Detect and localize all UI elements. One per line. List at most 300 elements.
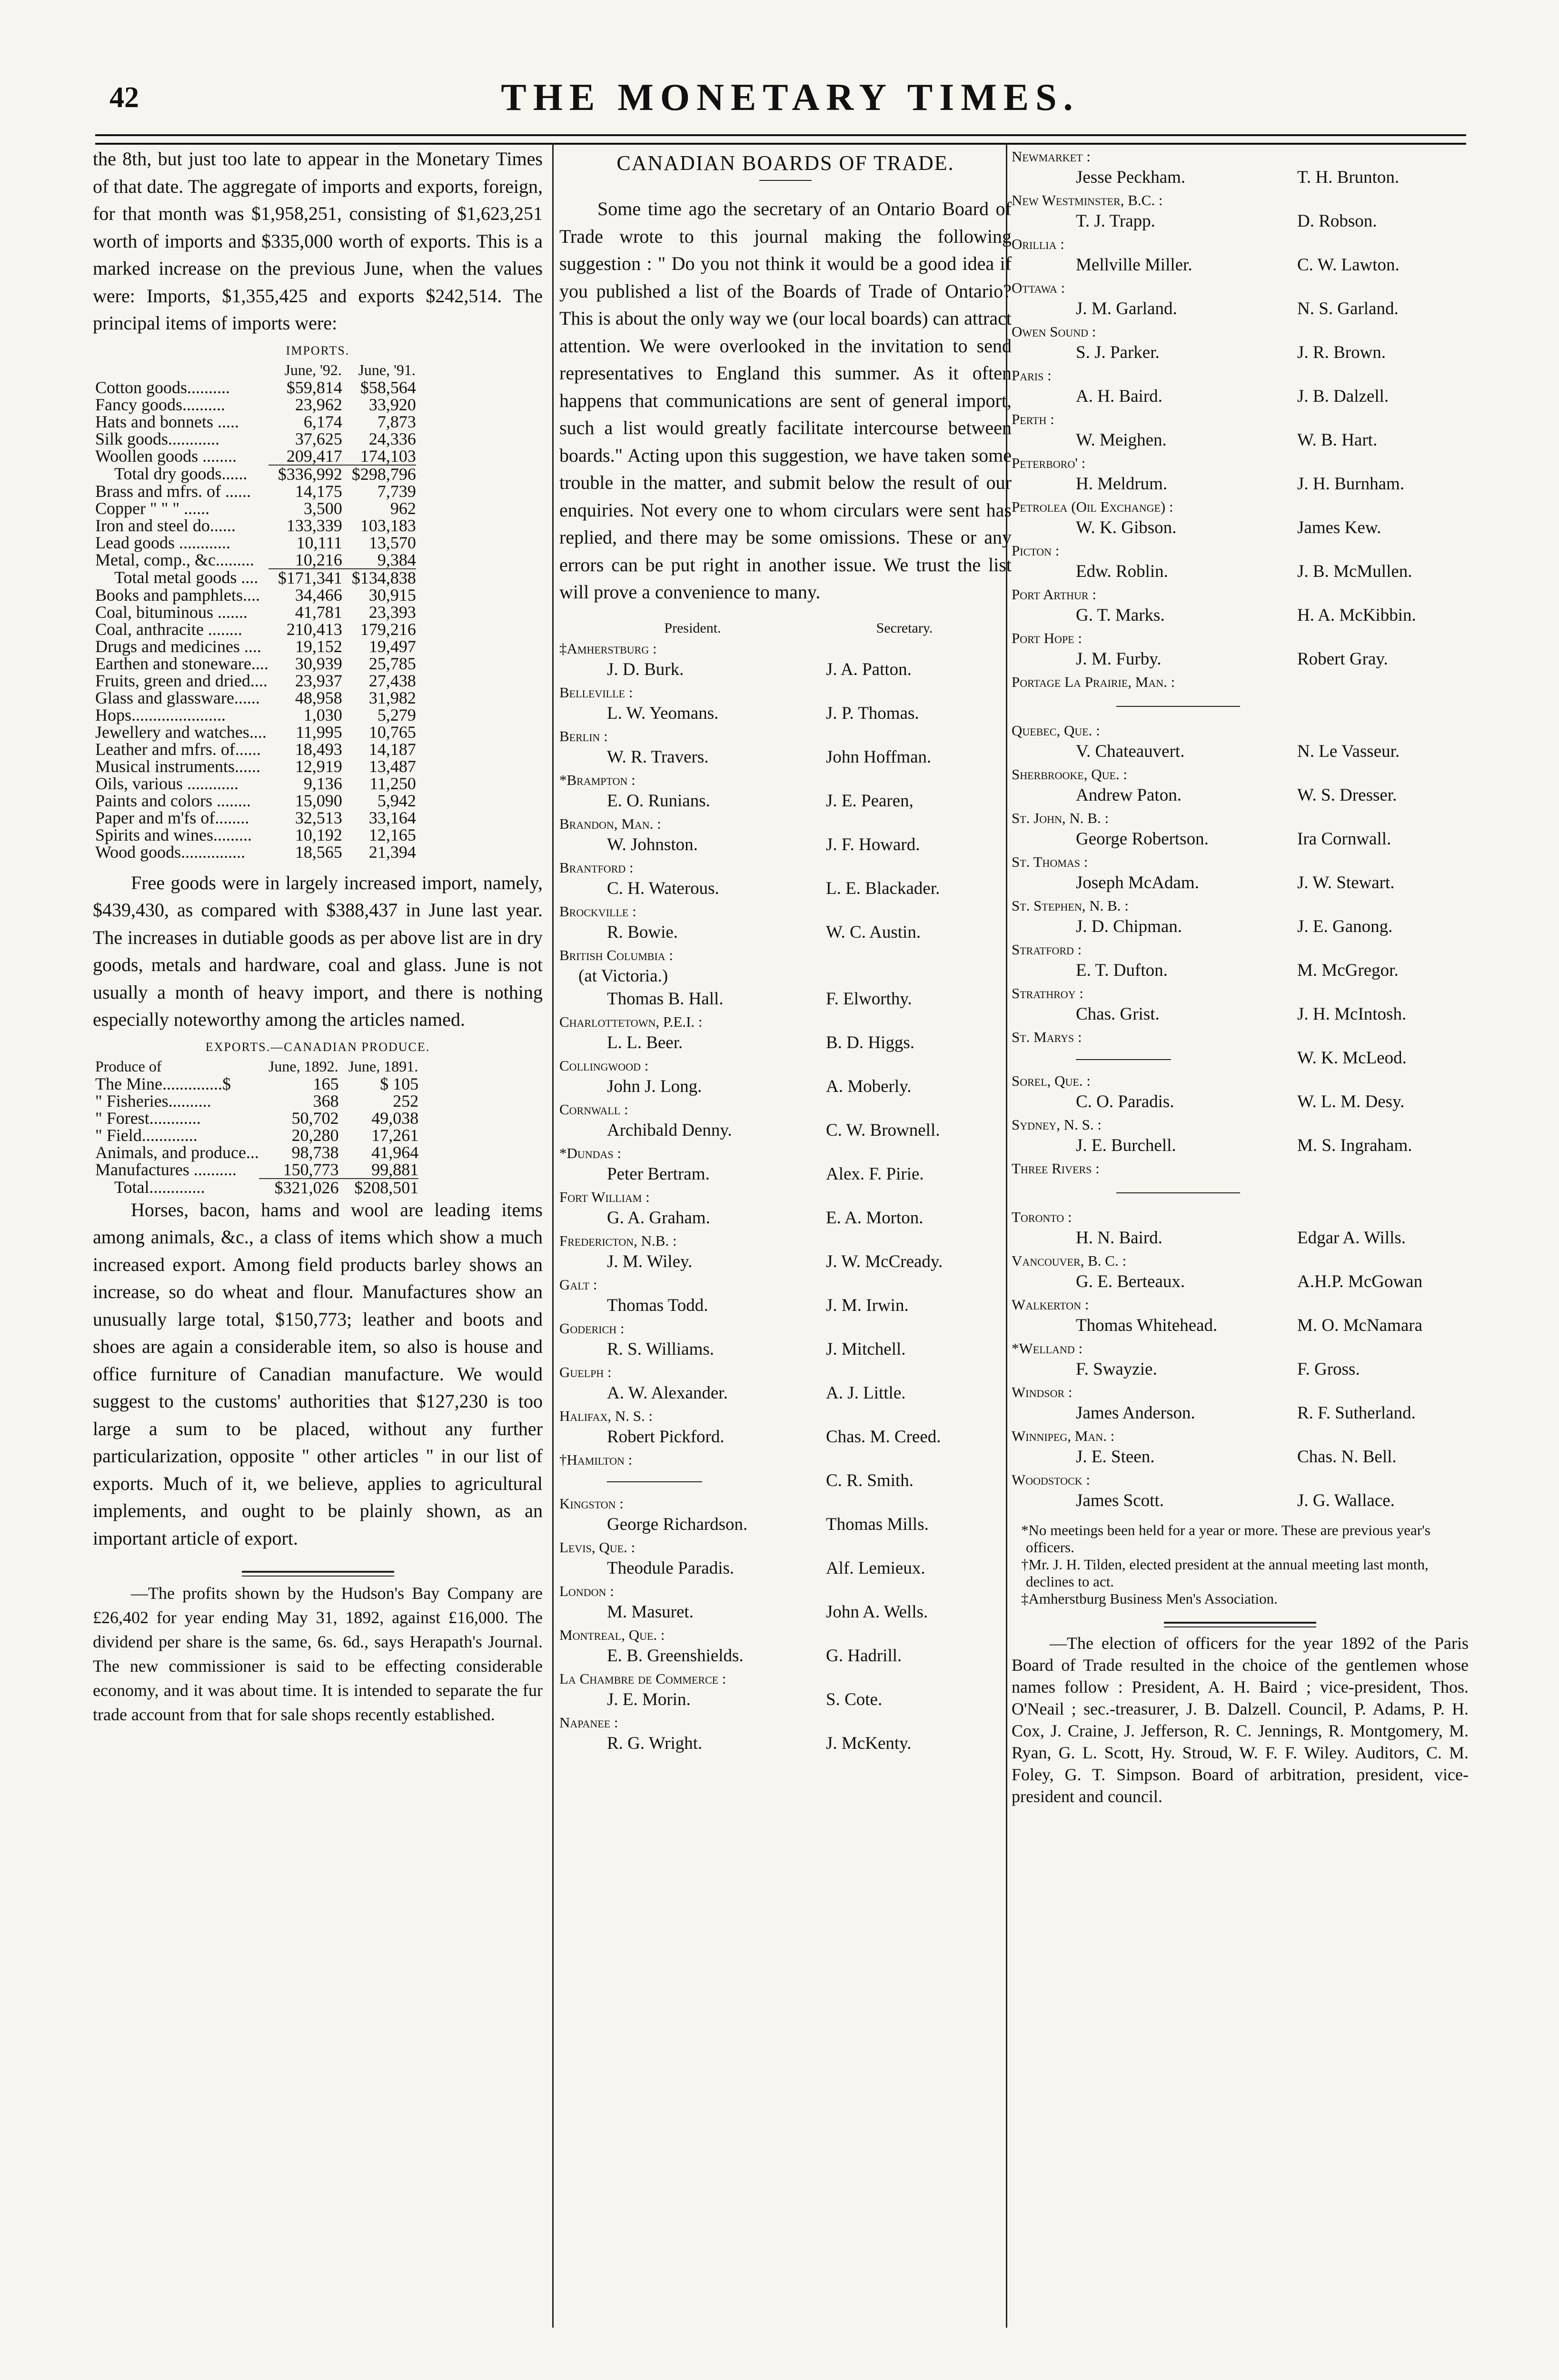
board-officers bbox=[559, 1119, 1012, 1142]
table-row bbox=[95, 689, 416, 706]
row-value: 37,625 bbox=[295, 429, 342, 448]
board-officers bbox=[559, 658, 1012, 681]
table-row bbox=[95, 1144, 418, 1161]
row-label: Paints and colors ........ bbox=[95, 791, 251, 810]
board-officers bbox=[1012, 959, 1469, 982]
board-president: L. L. Beer. bbox=[607, 1032, 683, 1052]
imports-intro-paragraph: the 8th, but just too late to appear in the Monetary Times of that date. The aggregate of imports and exports, foreign, for that month was $1,958,251, consisting of $1,623,251 worth of imports and $335,000 worth of exports. This is a marked increase on the previous June, when the values were: Imports, $1,355,425 and exports $242,514. The principal items of imports were: bbox=[93, 148, 543, 334]
board-town: Three Rivers : bbox=[1012, 1160, 1100, 1177]
row-value: 25,785 bbox=[368, 654, 416, 673]
board-town: British Columbia : bbox=[559, 946, 674, 963]
board-town: Collingwood : bbox=[559, 1057, 649, 1074]
board-secretary: F. Gross. bbox=[1297, 1359, 1360, 1379]
board-officers bbox=[1012, 210, 1469, 233]
row-label: " Fisheries.......... bbox=[95, 1091, 211, 1111]
exports-table-title: EXPORTS.—CANADIAN PRODUCE. bbox=[205, 1040, 430, 1054]
publication-title: THE MONETARY TIMES. bbox=[501, 77, 1080, 119]
president-heading: President. bbox=[664, 620, 721, 636]
row-value: 210,413 bbox=[286, 619, 342, 639]
row-label: Silk goods............ bbox=[95, 429, 220, 448]
table-row bbox=[95, 792, 416, 809]
row-value: 5,279 bbox=[377, 705, 416, 724]
board-secretary: Alf. Lemieux. bbox=[826, 1558, 925, 1578]
total-label: Total metal goods .... bbox=[114, 568, 258, 587]
board-officers bbox=[1012, 560, 1469, 583]
board-president: Thomas Whitehead. bbox=[1076, 1316, 1218, 1335]
table-row bbox=[95, 826, 416, 843]
board-officers bbox=[1012, 648, 1469, 671]
board-town: St. Thomas : bbox=[1012, 853, 1088, 870]
footnote: ‡Amherstburg Business Men's Association. bbox=[1021, 1590, 1278, 1607]
board-secretary: W. K. McLeod. bbox=[1297, 1048, 1407, 1068]
table-row bbox=[95, 843, 416, 861]
row-value: 33,920 bbox=[368, 395, 416, 414]
row-value: 10,111 bbox=[296, 533, 342, 552]
free-goods-paragraph: Free goods were in largely increased import, namely, $439,430, as compared with $388,437 in June last year. The increases in dutiable goods as per above list are in dry goods, metals and hardware, coal and glass. June is not usually a month of heavy import, and there is nothing especially noteworthy among the articles named. bbox=[93, 872, 543, 1030]
row-value: 179,216 bbox=[360, 619, 416, 639]
board-officers bbox=[1012, 872, 1469, 894]
board-secretary: J. H. McIntosh. bbox=[1297, 1004, 1407, 1024]
board-president: F. Swayzie. bbox=[1076, 1359, 1157, 1379]
board-town: Winnipeg, Man. : bbox=[1012, 1428, 1115, 1444]
board-secretary: M. McGregor. bbox=[1297, 961, 1399, 980]
row-value: 32,513 bbox=[295, 808, 342, 827]
total-value: $298,796 bbox=[342, 465, 416, 483]
board-president: Joseph McAdam. bbox=[1076, 873, 1199, 892]
row-value: 14,175 bbox=[295, 481, 342, 501]
board-president: George Robertson. bbox=[1076, 829, 1209, 849]
board-president: Mellville Miller. bbox=[1076, 255, 1192, 275]
table-row bbox=[95, 586, 416, 604]
table-row bbox=[95, 604, 416, 621]
board-secretary: Chas. M. Creed. bbox=[826, 1427, 941, 1447]
board-town: Levis, Que. : bbox=[559, 1538, 636, 1556]
board-secretary: J. E. Pearen, bbox=[826, 791, 914, 811]
board-town: Toronto : bbox=[1012, 1209, 1072, 1225]
row-value: 5,942 bbox=[377, 791, 416, 810]
board-officers bbox=[559, 1688, 1012, 1711]
board-president: S. J. Parker. bbox=[1076, 343, 1160, 362]
board-town: Brantford : bbox=[559, 859, 634, 876]
board-secretary: J. B. McMullen. bbox=[1297, 562, 1412, 581]
table-row bbox=[95, 1092, 418, 1110]
board-officers bbox=[1012, 828, 1469, 851]
row-value: 50,702 bbox=[291, 1108, 339, 1128]
table-row bbox=[95, 379, 416, 396]
board-president: E. B. Greenshields. bbox=[607, 1646, 744, 1666]
exports-col-june1892: June, 1892. bbox=[268, 1057, 338, 1075]
row-value: 7,873 bbox=[377, 412, 416, 431]
board-secretary: W. S. Dresser. bbox=[1297, 785, 1397, 805]
board-town: Kingston : bbox=[559, 1495, 624, 1512]
board-town: *Welland : bbox=[1012, 1340, 1083, 1357]
board-president: Theodule Paradis. bbox=[607, 1558, 735, 1578]
board-officers bbox=[559, 790, 1012, 813]
board-town: Goderich : bbox=[559, 1319, 625, 1337]
header-rule bbox=[95, 134, 1466, 145]
table-row bbox=[95, 724, 416, 741]
section-ornament-rule bbox=[242, 1571, 394, 1577]
total-row bbox=[95, 465, 416, 483]
row-value: $58,564 bbox=[360, 377, 416, 397]
row-label: Hops...................... bbox=[95, 705, 226, 724]
board-secretary: A.H.P. McGowan bbox=[1297, 1272, 1423, 1291]
vacant-dash bbox=[1076, 1059, 1171, 1060]
row-value: 41,781 bbox=[295, 602, 342, 622]
row-label: Cotton goods.......... bbox=[95, 377, 230, 397]
board-officers bbox=[1012, 1314, 1469, 1337]
table-row bbox=[95, 621, 416, 638]
board-president: H. N. Baird. bbox=[1076, 1228, 1162, 1248]
row-label: Wood goods............... bbox=[95, 842, 246, 862]
board-president: A. H. Baird. bbox=[1076, 387, 1162, 406]
board-secretary: J. W. McCready. bbox=[826, 1251, 943, 1271]
boards-intro-paragraph: Some time ago the secretary of an Ontario Board of Trade wrote to this journal making the following suggestion : " Do you not think it would be a good idea if you published a list of the Boards of Trade of Ontario? This is about the only way we (our local boards) can attract attention. We were overlooked in the invitation to send representatives to England this summer. As it often happens that communications are sent of general import, such a list would greatly facilitate intercourse between boards." Acting upon this suggestion, we have taken some trouble in the matter, and submit below the result of our enquiries. Not every one to whom circulars were sent has replied, and there may be some omissions. These or any errors can be put right in another issue. We trust the list will prove a convenience to many. bbox=[559, 198, 1012, 603]
board-secretary: N. Le Vasseur. bbox=[1297, 742, 1400, 761]
row-label: Spirits and wines......... bbox=[95, 825, 252, 844]
board-president: John J. Long. bbox=[607, 1076, 702, 1096]
imports-table bbox=[95, 361, 416, 861]
board-president: Edw. Roblin. bbox=[1076, 562, 1168, 581]
row-value: 34,466 bbox=[295, 585, 342, 605]
board-town: Peterboro' : bbox=[1012, 455, 1086, 471]
board-secretary: M. S. Ingraham. bbox=[1297, 1136, 1412, 1155]
board-officers bbox=[1012, 1446, 1469, 1468]
board-secretary: S. Cote. bbox=[826, 1689, 883, 1709]
board-secretary: J. R. Brown. bbox=[1297, 343, 1386, 362]
board-officers bbox=[1012, 429, 1469, 452]
group-rule-1 bbox=[1116, 706, 1240, 707]
exports-table bbox=[95, 1057, 418, 1196]
board-officers bbox=[1012, 254, 1469, 277]
board-secretary: C. R. Smith. bbox=[826, 1470, 914, 1490]
board-president: C. H. Waterous. bbox=[607, 878, 719, 898]
board-town: Charlottetown, P.E.I. : bbox=[559, 1013, 703, 1030]
board-town: Belleville : bbox=[559, 684, 633, 701]
board-officers bbox=[1012, 1227, 1469, 1250]
board-officers bbox=[1012, 473, 1469, 496]
board-president: J. D. Burk. bbox=[607, 659, 684, 679]
board-secretary: Alex. F. Pirie. bbox=[826, 1164, 924, 1184]
exports-col-june1891: June, 1891. bbox=[348, 1057, 418, 1075]
board-secretary: Edgar A. Wills. bbox=[1297, 1228, 1406, 1248]
board-town: Stratford : bbox=[1012, 941, 1082, 958]
row-label: Coal, bituminous ....... bbox=[95, 602, 248, 622]
row-label: Fruits, green and dried.... bbox=[95, 671, 268, 690]
row-value: 18,565 bbox=[295, 842, 342, 862]
page-number: 42 bbox=[109, 81, 139, 114]
board-officers bbox=[559, 877, 1012, 900]
row-value: 33,164 bbox=[368, 808, 416, 827]
row-label: Animals, and produce... bbox=[95, 1142, 259, 1162]
board-town: Port Hope : bbox=[1012, 630, 1082, 646]
board-secretary: W. L. M. Desy. bbox=[1297, 1092, 1405, 1111]
board-town: Strathroy : bbox=[1012, 985, 1083, 1002]
board-officers bbox=[1012, 740, 1469, 763]
row-value: 99,881 bbox=[371, 1160, 419, 1179]
row-label: Earthen and stoneware.... bbox=[95, 654, 268, 673]
row-value: 15,090 bbox=[295, 791, 342, 810]
table-row bbox=[95, 775, 416, 792]
board-officers bbox=[1012, 604, 1469, 627]
hudsons-bay-paragraph: —The profits shown by the Hudson's Bay Company are £26,402 for year ending May 31, 1892, against £16,000. The dividend per share is the same, 6s. 6d., says Herapath's Journal. The new commissioner is said to be effecting considerable economy, and it was about time. It is intended to separate the fur trade account from that for sale shops recently established. bbox=[93, 1584, 543, 1724]
row-value: 12,919 bbox=[295, 756, 342, 776]
row-label: Coal, anthracite ........ bbox=[95, 619, 242, 639]
board-president: Chas. Grist. bbox=[1076, 1004, 1160, 1024]
board-president: G. E. Berteaux. bbox=[1076, 1272, 1185, 1291]
total-label: Total............. bbox=[114, 1178, 205, 1197]
board-town: Guelph : bbox=[559, 1363, 612, 1380]
exports-col-produce: Produce of bbox=[95, 1057, 162, 1075]
board-town: Sydney, N. S. : bbox=[1012, 1116, 1102, 1133]
board-president: W. Johnston. bbox=[607, 834, 698, 854]
row-value: 252 bbox=[393, 1091, 419, 1111]
board-town: Newmarket : bbox=[1012, 148, 1091, 165]
row-value: 9,384 bbox=[377, 550, 416, 569]
board-president bbox=[559, 1469, 826, 1492]
board-town: Napanee : bbox=[559, 1714, 618, 1731]
board-secretary: Chas. N. Bell. bbox=[1297, 1447, 1397, 1467]
total-value: $171,341 bbox=[268, 569, 342, 586]
table-row bbox=[95, 706, 416, 724]
board-president: E. T. Dufton. bbox=[1076, 961, 1168, 980]
total-value: $134,838 bbox=[342, 569, 416, 586]
board-town: Petrolea (Oil Exchange) : bbox=[1012, 498, 1173, 515]
board-secretary: G. Hadrill. bbox=[826, 1646, 902, 1666]
board-town: London : bbox=[559, 1582, 614, 1599]
board-officers bbox=[1012, 1270, 1469, 1293]
board-president: Thomas B. Hall. bbox=[607, 989, 724, 1009]
board-secretary: James Kew. bbox=[1297, 518, 1381, 537]
row-label: Woollen goods ........ bbox=[95, 446, 237, 466]
board-secretary: F. Elworthy. bbox=[826, 989, 912, 1009]
board-officers bbox=[1012, 385, 1469, 408]
board-officers bbox=[559, 1075, 1012, 1098]
board-officers bbox=[559, 833, 1012, 856]
row-value: 41,964 bbox=[371, 1142, 419, 1162]
board-officers bbox=[559, 746, 1012, 769]
row-value: 11,250 bbox=[369, 774, 416, 793]
board-town: Owen Sound : bbox=[1012, 323, 1096, 340]
board-secretary: J. M. Irwin. bbox=[826, 1295, 909, 1315]
exports-commentary-paragraph: Horses, bacon, hams and wool are leading items among animals, &c., a class of items which show a much increased export. Among field products barley shows an increase, so do wheat and flour. Manufactures show an unusually large total, $150,773; leather and boots and shoes are again a considerable item, so also is house and office furniture of Canadian manufacture. We would suggest to the customs' authorities that $127,230 is too large a sum to be placed, without any further particularization, opposite " other articles " in our list of exports. Much of it, we believe, applies to agricultural implements, and ought to be plainly shown, as an important article of export. bbox=[93, 1199, 543, 1549]
row-value: 10,192 bbox=[295, 825, 342, 844]
imports-col-june91: June, '91. bbox=[358, 361, 416, 378]
board-secretary: Ira Cornwall. bbox=[1297, 829, 1391, 849]
table-row bbox=[95, 551, 416, 569]
boards-column-headings bbox=[559, 620, 1012, 636]
vacant-dash bbox=[607, 1481, 702, 1482]
board-officers bbox=[1012, 1358, 1469, 1381]
footnote: †Mr. J. H. Tilden, elected president at the annual meeting last month, declines to act. bbox=[1021, 1556, 1429, 1590]
board-president: V. Chateauvert. bbox=[1076, 742, 1185, 761]
board-secretary: J. W. Stewart. bbox=[1297, 873, 1395, 892]
board-officers bbox=[559, 1338, 1012, 1361]
row-value: 9,136 bbox=[303, 774, 342, 793]
row-label: Lead goods ............ bbox=[95, 533, 230, 552]
row-label: Brass and mfrs. of ...... bbox=[95, 481, 251, 501]
row-value: 98,738 bbox=[291, 1142, 339, 1162]
table-row bbox=[95, 430, 416, 447]
board-president: G. A. Graham. bbox=[607, 1208, 710, 1228]
board-officers bbox=[1012, 341, 1469, 364]
board-town: St. Marys : bbox=[1012, 1029, 1082, 1045]
row-value: 23,393 bbox=[368, 602, 416, 622]
row-value: 18,493 bbox=[295, 739, 342, 759]
table-row bbox=[95, 413, 416, 430]
row-label: Copper " " " ...... bbox=[95, 498, 210, 518]
row-value: 30,939 bbox=[295, 654, 342, 673]
board-town: Ottawa : bbox=[1012, 279, 1065, 296]
table-row bbox=[95, 1075, 418, 1092]
board-secretary: John Hoffman. bbox=[826, 747, 932, 767]
board-officers bbox=[559, 921, 1012, 944]
board-secretary: J. P. Thomas. bbox=[826, 703, 919, 723]
imports-col-june92: June, '92. bbox=[284, 361, 342, 378]
board-president: J. E. Burchell. bbox=[1076, 1136, 1176, 1155]
row-value: 21,394 bbox=[368, 842, 416, 862]
board-officers bbox=[559, 1557, 1012, 1580]
board-officers bbox=[1012, 1134, 1469, 1157]
row-label: Metal, comp., &c......... bbox=[95, 550, 254, 569]
row-label: Oils, various ............ bbox=[95, 774, 238, 793]
board-officers bbox=[559, 988, 1012, 1011]
row-value: $ 105 bbox=[380, 1074, 419, 1093]
row-value: 962 bbox=[390, 498, 416, 518]
board-president: G. T. Marks. bbox=[1076, 605, 1165, 625]
board-town: Walkerton : bbox=[1012, 1296, 1089, 1313]
row-value: 49,038 bbox=[371, 1108, 419, 1128]
row-label: Leather and mfrs. of...... bbox=[95, 739, 261, 759]
board-secretary: H. A. McKibbin. bbox=[1297, 605, 1416, 625]
row-label: The Mine..............$ bbox=[95, 1074, 231, 1093]
board-town: *Dundas : bbox=[559, 1144, 622, 1161]
board-secretary: C. W. Brownell. bbox=[826, 1120, 940, 1140]
board-town: ‡Amherstburg : bbox=[559, 640, 657, 657]
board-town: Portage La Prairie, Man. : bbox=[1012, 674, 1175, 690]
board-secretary: D. Robson. bbox=[1297, 211, 1377, 231]
board-president: H. Meldrum. bbox=[1076, 474, 1168, 494]
board-town: Quebec, Que. : bbox=[1012, 722, 1100, 739]
board-president: J. D. Chipman. bbox=[1076, 917, 1182, 936]
board-president: L. W. Yeomans. bbox=[607, 703, 719, 723]
board-town: Berlin : bbox=[559, 727, 608, 744]
row-label: Jewellery and watches.... bbox=[95, 722, 267, 742]
column-divider-1 bbox=[552, 143, 554, 2328]
board-town: New Westminster, B.C. : bbox=[1012, 192, 1163, 208]
row-label: Glass and glassware...... bbox=[95, 688, 260, 707]
board-officers bbox=[1012, 1047, 1469, 1070]
row-value: 19,152 bbox=[295, 636, 342, 656]
row-label: Manufactures .......... bbox=[95, 1160, 237, 1179]
board-town: Windsor : bbox=[1012, 1384, 1072, 1400]
board-town: Sherbrooke, Que. : bbox=[1012, 766, 1128, 783]
board-president: E. O. Runians. bbox=[607, 791, 710, 811]
column-2 bbox=[559, 145, 1012, 1755]
board-president: George Richardson. bbox=[607, 1514, 748, 1534]
board-secretary: T. H. Brunton. bbox=[1297, 168, 1400, 187]
board-officers bbox=[559, 1469, 1012, 1492]
board-officers bbox=[559, 1645, 1012, 1667]
board-town: Sorel, Que. : bbox=[1012, 1072, 1091, 1089]
row-value: 133,339 bbox=[286, 516, 342, 535]
row-value: 7,739 bbox=[377, 481, 416, 501]
board-town: Brockville : bbox=[559, 902, 636, 920]
row-value: 31,982 bbox=[368, 688, 416, 707]
board-town: Paris : bbox=[1012, 367, 1052, 384]
row-value: 13,487 bbox=[368, 756, 416, 776]
board-officers bbox=[1012, 298, 1469, 320]
table-row bbox=[95, 655, 416, 672]
board-president bbox=[1012, 1047, 1297, 1070]
board-president: Peter Bertram. bbox=[607, 1164, 710, 1184]
row-label: Books and pamphlets.... bbox=[95, 585, 260, 605]
board-officers bbox=[1012, 784, 1469, 807]
board-secretary: W. C. Austin. bbox=[826, 922, 921, 942]
board-officers bbox=[559, 1163, 1012, 1186]
board-officers bbox=[559, 1031, 1012, 1054]
imports-table-title: IMPORTS. bbox=[286, 343, 350, 357]
row-label: Fancy goods.......... bbox=[95, 395, 225, 414]
board-secretary: W. B. Hart. bbox=[1297, 430, 1378, 450]
total-label: Total dry goods...... bbox=[114, 464, 248, 483]
row-value: 11,995 bbox=[296, 722, 342, 742]
row-value: 12,165 bbox=[368, 825, 416, 844]
row-value: 13,570 bbox=[368, 533, 416, 552]
row-value: 10,765 bbox=[368, 722, 416, 742]
board-secretary: J. McKenty. bbox=[826, 1733, 912, 1753]
table-row bbox=[95, 483, 416, 500]
board-president: T. J. Trapp. bbox=[1076, 211, 1155, 231]
row-value: $59,814 bbox=[286, 377, 342, 397]
board-secretary: C. W. Lawton. bbox=[1297, 255, 1400, 275]
table-row bbox=[95, 638, 416, 655]
board-officers bbox=[1012, 1489, 1469, 1512]
board-president: James Scott. bbox=[1076, 1491, 1164, 1510]
exports-table-body bbox=[95, 1075, 418, 1196]
table-row bbox=[95, 517, 416, 534]
board-town: †Hamilton : bbox=[559, 1451, 633, 1468]
table-row bbox=[95, 396, 416, 413]
row-label: Paper and m'fs of........ bbox=[95, 808, 249, 827]
page-header bbox=[109, 71, 1471, 124]
board-secretary: L. E. Blackader. bbox=[826, 878, 940, 898]
row-label: Hats and bonnets ..... bbox=[95, 412, 239, 431]
total-value: $336,992 bbox=[268, 465, 342, 483]
table-row bbox=[95, 741, 416, 758]
table-row bbox=[95, 500, 416, 517]
title-rule bbox=[759, 180, 812, 181]
board-president: R. G. Wright. bbox=[607, 1733, 703, 1753]
board-subtitle-text: (at Victoria.) bbox=[578, 966, 668, 986]
board-officers bbox=[559, 1250, 1012, 1273]
row-value: 17,261 bbox=[371, 1125, 419, 1145]
board-town: Brandon, Man. : bbox=[559, 815, 661, 832]
board-officers bbox=[559, 1601, 1012, 1624]
boards-list-2 bbox=[1012, 147, 1469, 692]
board-secretary: N. S. Garland. bbox=[1297, 299, 1399, 318]
row-label: " Forest............ bbox=[95, 1108, 201, 1128]
board-president: J. M. Furby. bbox=[1076, 649, 1162, 669]
board-secretary: Robert Gray. bbox=[1297, 649, 1388, 669]
board-officers bbox=[559, 1426, 1012, 1448]
board-secretary: J. A. Patton. bbox=[826, 659, 912, 679]
board-secretary: J. E. Ganong. bbox=[1297, 917, 1393, 936]
board-town: Orillia : bbox=[1012, 236, 1064, 252]
board-officers bbox=[559, 1207, 1012, 1230]
boards-list-1 bbox=[559, 639, 1012, 1755]
table-row bbox=[95, 672, 416, 689]
